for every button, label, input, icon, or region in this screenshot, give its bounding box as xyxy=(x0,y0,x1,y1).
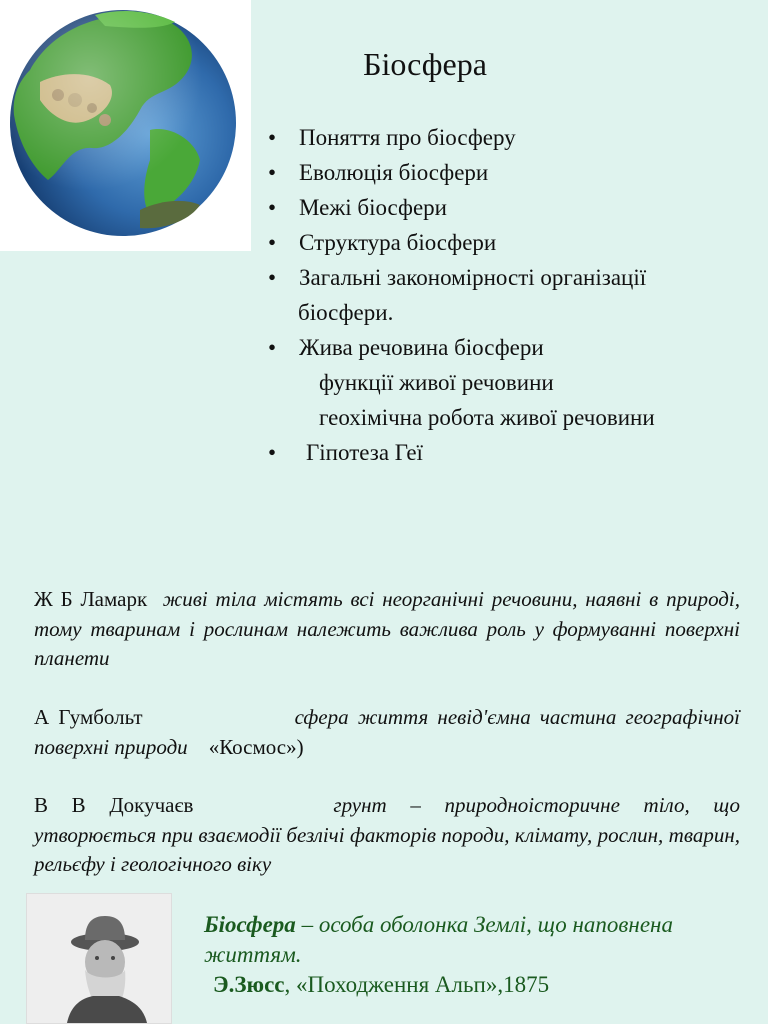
list-item-continuation xyxy=(268,295,655,330)
bullet-icon: • xyxy=(268,195,277,220)
list-item xyxy=(268,260,655,295)
quote-text: грунт – природноісторичне тіло, що утворюється при взаємодії безлічі факторів породи, клімату, рослин, тварин, рельєфу і геологічного віку xyxy=(34,793,740,876)
bullet-icon: • xyxy=(268,440,277,465)
list-item-label: біосфери. xyxy=(298,300,394,325)
bullet-icon: • xyxy=(268,230,277,255)
list-item xyxy=(268,435,655,470)
list-item-label: геохімічна робота живої речовини xyxy=(319,405,655,430)
list-subitem xyxy=(268,400,655,435)
quote-humboldt xyxy=(34,703,740,762)
portrait-man-icon xyxy=(27,894,171,1023)
definition-term: Біосфера xyxy=(204,912,296,937)
quote-author: А Гумбольт xyxy=(34,705,143,729)
list-item-label: Поняття про біосферу xyxy=(299,125,516,150)
list-item xyxy=(268,190,655,225)
list-item-label: функції живої речовини xyxy=(319,370,554,395)
list-item-label: Еволюція біосфери xyxy=(299,160,489,185)
quote-text: живі тіла містять всі неорганічні речовини, наявні в природі, тому тваринам і рослинам належить важлива роль у формуванні поверхні планети xyxy=(34,587,741,670)
list-item xyxy=(268,155,655,190)
bullet-icon: • xyxy=(268,265,277,290)
bullet-icon: • xyxy=(268,125,277,150)
quote-text: сфера життя невід'ємна частина географічної поверхні природи xyxy=(34,705,740,759)
quote-lamarck xyxy=(34,585,740,674)
list-item-label: Жива речовина біосфери xyxy=(299,335,544,360)
list-item-label: Гіпотеза Геї xyxy=(306,440,423,465)
definition-citation xyxy=(213,972,549,998)
bullet-icon: • xyxy=(268,160,277,185)
slide-title: Біосфера xyxy=(363,46,487,82)
list-item-label: Структура біосфери xyxy=(299,230,497,255)
bullet-icon: • xyxy=(268,335,277,360)
quote-work: «Космос») xyxy=(208,734,304,759)
topic-list xyxy=(268,120,655,470)
citation-work: , «Походження Альп»,1875 xyxy=(284,972,550,997)
quote-author: Ж Б Ламарк xyxy=(34,587,148,611)
quote-dokuchaev xyxy=(34,791,740,880)
list-item-label: Загальні закономірності організації xyxy=(299,265,647,290)
list-item xyxy=(268,225,655,260)
earth-globe-image xyxy=(0,0,251,251)
list-item-label: Межі біосфери xyxy=(299,195,447,220)
list-item xyxy=(268,120,655,155)
portrait-image xyxy=(26,893,172,1024)
list-subitem xyxy=(268,365,655,400)
list-item xyxy=(268,330,655,365)
definition-text: – особа оболонка Землі, що наповнена життям. xyxy=(204,912,673,967)
biosphere-definition xyxy=(204,910,744,970)
citation-author: Э.Зюсс xyxy=(213,972,285,997)
quote-author: В В Докучаєв xyxy=(34,793,194,817)
earth-globe-icon xyxy=(0,0,251,251)
